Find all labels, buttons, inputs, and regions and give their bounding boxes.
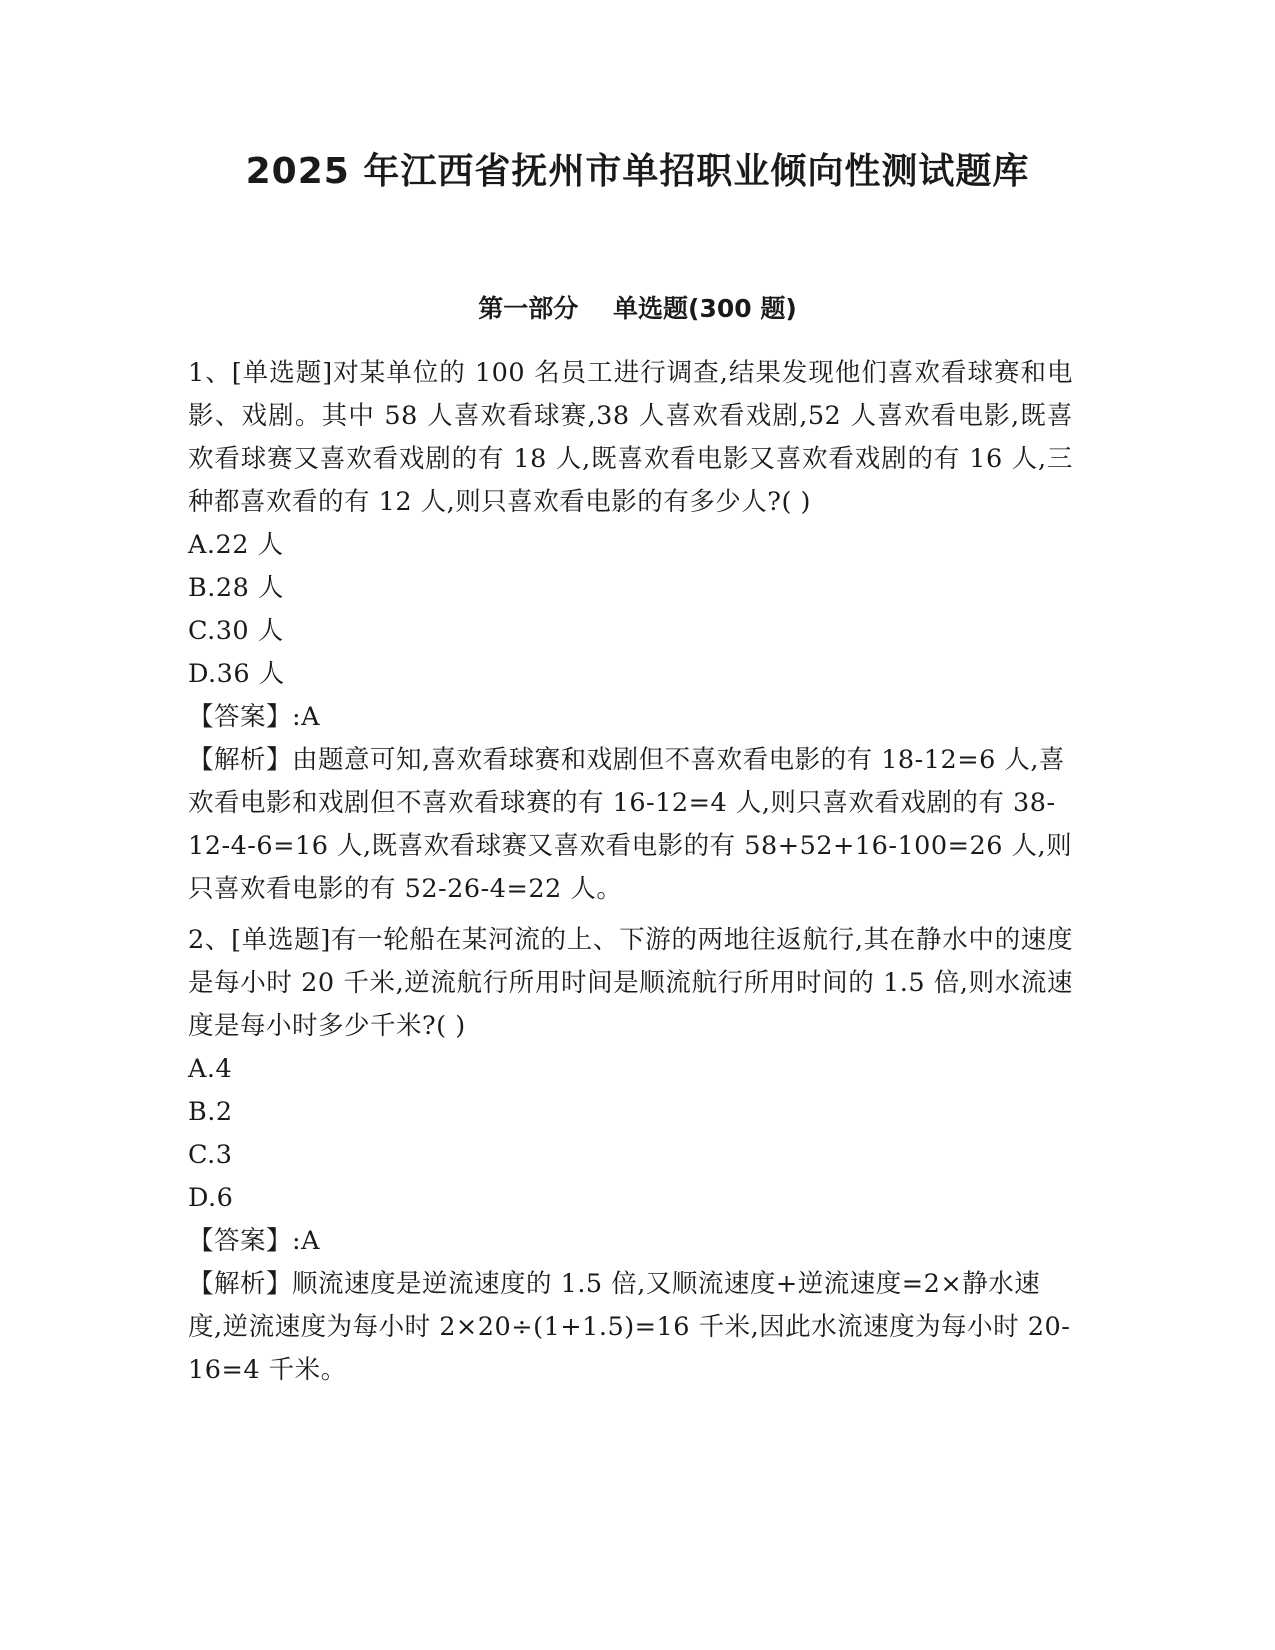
- question-stem: 2、[单选题]有一轮船在某河流的上、下游的两地往返航行,其在静水中的速度是每小时 20 千米,逆流航行所用时间是顺流航行所用时间的 1.5 倍,则水流速度是每小时多少千米?( ): [188, 925, 1073, 1041]
- option-b: B.2: [188, 1097, 233, 1127]
- option-d: D.36 人: [188, 659, 285, 689]
- question-1: [188, 352, 1073, 911]
- question-stem: 1、[单选题]对某单位的 100 名员工进行调查,结果发现他们喜欢看球赛和电影、戏剧。其中 58 人喜欢看球赛,38 人喜欢看戏剧,52 人喜欢看电影,既喜欢看球赛又喜欢看戏剧的有 18 人,既喜欢看电影又喜欢看戏剧的有 16 人,三种都喜欢看的有 12 人,则只喜欢看电影的有多少人?( ): [188, 358, 1073, 517]
- question-2: [188, 919, 1073, 1392]
- analysis-paragraph: 【解析】顺流速度是逆流速度的 1.5 倍,又顺流速度+逆流速度=2×静水速度,逆流速度为每小时 2×20÷(1+1.5)=16 千米,因此水流速度为每小时 20-16=4 千米。: [188, 1269, 1071, 1385]
- option-a: A.4: [188, 1054, 233, 1084]
- section-title: 第一部分 单选题(300 题): [478, 294, 797, 323]
- option-b: B.28 人: [188, 573, 284, 603]
- analysis-paragraph: 【解析】由题意可知,喜欢看球赛和戏剧但不喜欢看电影的有 18-12=6 人,喜欢看电影和戏剧但不喜欢看球赛的有 16-12=4 人,则只喜欢看戏剧的有 38-12-4-6=16 人,既喜欢看球赛又喜欢看电影的有 58+52+16-100=26 人,则只喜欢看电影的有 52-26-4=22 人。: [188, 745, 1073, 904]
- option-d: D.6: [188, 1183, 234, 1213]
- document-title: 2025 年江西省抚州市单招职业倾向性测试题库: [245, 151, 1030, 192]
- question-list: [188, 352, 1073, 1400]
- option-c: C.3: [188, 1140, 233, 1170]
- option-list: [188, 1048, 1073, 1220]
- option-a: A.22 人: [188, 530, 284, 560]
- option-list: [188, 524, 1073, 696]
- answer-line: 【答案】:A: [188, 702, 321, 732]
- option-c: C.30 人: [188, 616, 284, 646]
- answer-line: 【答案】:A: [188, 1226, 321, 1256]
